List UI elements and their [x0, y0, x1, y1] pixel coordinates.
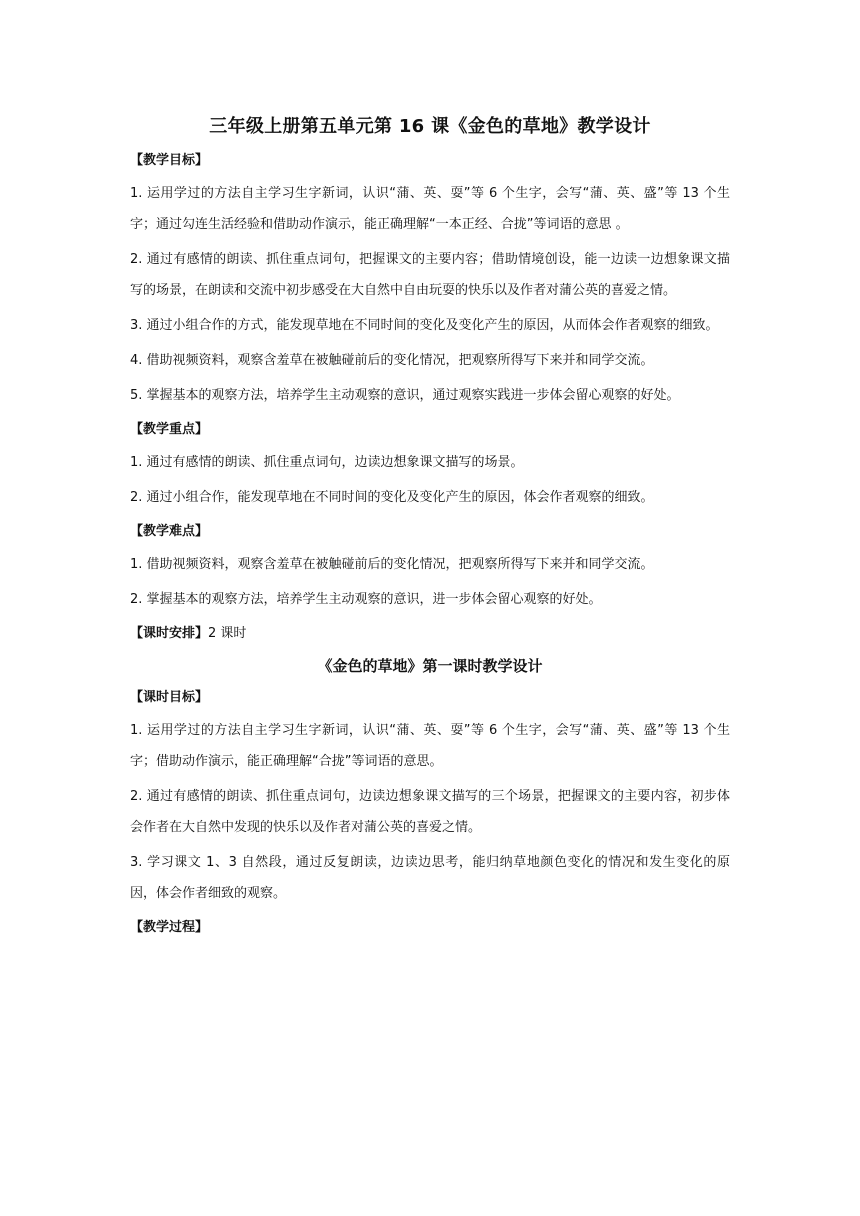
- schedule-value: 2 课时: [208, 626, 247, 641]
- teaching-goal-item: 5. 掌握基本的观察方法，培养学生主动观察的意识，通过观察实践进一步体会留心观察的好处。: [130, 388, 680, 403]
- document-content: [130, 112, 730, 945]
- difficult-point-item: 2. 掌握基本的观察方法，培养学生主动观察的意识，进一步体会留心观察的好处。: [130, 592, 602, 607]
- lesson-subtitle: 《金色的草地》第一课时教学设计: [317, 657, 543, 675]
- lesson-goal-item: 1. 运用学过的方法自主学习生字新词，认识“蒲、英、耍”等 6 个生字，会写“蒲、英、盛”等 13 个生字；借助动作演示，能正确理解“合拢”等词语的意思。: [130, 723, 730, 769]
- teaching-goal-item: 3. 通过小组合作的方式，能发现草地在不同时间的变化及变化产生的原因，从而体会作者观察的细致。: [130, 318, 719, 333]
- section-heading-teaching-goals: 【教学目标】: [130, 153, 209, 168]
- teaching-goal-item: 4. 借助视频资料，观察含羞草在被触碰前后的变化情况，把观察所得写下来并和同学交流。: [130, 353, 654, 368]
- teaching-goal-item: 1. 运用学过的方法自主学习生字新词，认识“蒲、英、耍”等 6 个生字，会写“蒲、英、盛”等 13 个生字；通过勾连生活经验和借助动作演示，能正确理解“一本正经、合拢”等词语的意思 。: [130, 186, 730, 232]
- key-point-item: 1. 通过有感情的朗读、抓住重点词句，边读边想象课文描写的场景。: [130, 455, 524, 470]
- section-heading-schedule: 【课时安排】: [130, 626, 209, 641]
- lesson-goal-item: 2. 通过有感情的朗读、抓住重点词句，边读边想象课文描写的三个场景，把握课文的主要内容，初步体会作者在大自然中发现的快乐以及作者对蒲公英的喜爱之情。: [130, 789, 730, 835]
- lesson-goal-item: 3. 学习课文 1、3 自然段，通过反复朗读，边读边思考，能归纳草地颜色变化的情况和发生变化的原因，体会作者细致的观察。: [130, 855, 730, 901]
- document-title: 三年级上册第五单元第 16 课《金色的草地》教学设计: [209, 116, 651, 137]
- difficult-point-item: 1. 借助视频资料，观察含羞草在被触碰前后的变化情况，把观察所得写下来并和同学交流。: [130, 557, 654, 572]
- key-point-item: 2. 通过小组合作，能发现草地在不同时间的变化及变化产生的原因，体会作者观察的细致。: [130, 490, 654, 505]
- schedule-line: [130, 621, 730, 647]
- section-heading-key-points: 【教学重点】: [130, 422, 209, 437]
- teaching-goal-item: 2. 通过有感情的朗读、抓住重点词句，把握课文的主要内容；借助情境创设，能一边读一边想象课文描写的场景，在朗读和交流中初步感受在大自然中自由玩耍的快乐以及作者对蒲公英的喜爱之情。: [130, 252, 730, 298]
- section-heading-difficult-points: 【教学难点】: [130, 524, 209, 539]
- section-heading-lesson-goals: 【课时目标】: [130, 690, 209, 705]
- section-heading-teaching-process: 【教学过程】: [130, 920, 209, 935]
